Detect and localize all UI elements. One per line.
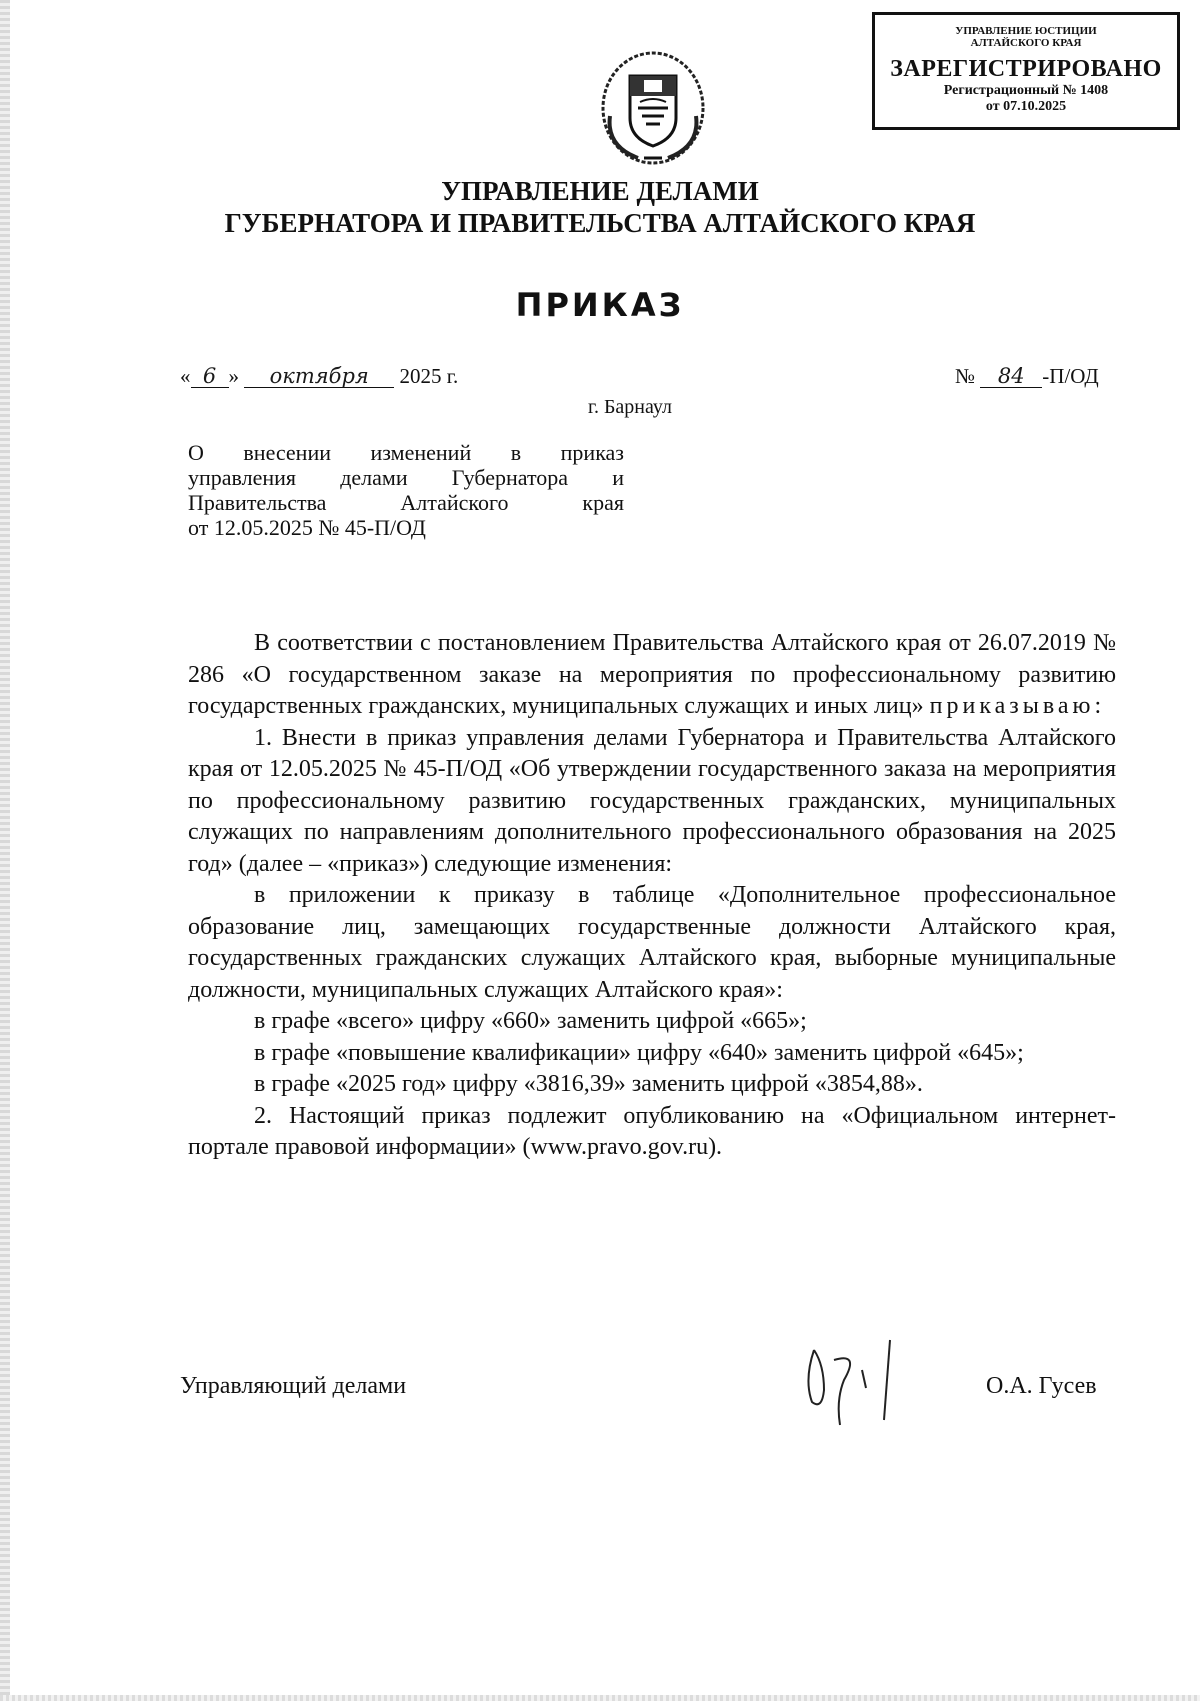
stamp-status: ЗАРЕГИСТРИРОВАНО	[890, 56, 1162, 82]
number-prefix: №	[955, 364, 976, 388]
body-paragraph: 2. Настоящий приказ подлежит опубликованию на «Официальном интернет-портале правовой информации» (www.pravo.gov.ru).	[188, 1102, 1116, 1160]
date-year: 2025 г.	[399, 364, 459, 388]
stamp-reg-date: от 07.10.2025	[985, 99, 1067, 114]
coat-of-arms-icon	[598, 46, 708, 166]
document-type: ПРИКАЗ	[515, 286, 685, 324]
body-paragraph: в графе «всего» цифру «660» заменить цифрой «665»;	[254, 1008, 807, 1034]
subject-line: от 12.05.2025 № 45-П/ОД	[188, 515, 426, 540]
subject-line: управления делами Губернатора и	[188, 465, 624, 490]
subject-line: О внесении изменений в приказ	[188, 440, 624, 465]
body-paragraph: в приложении к приказу в таблице «Дополнительное профессиональное образование лиц, замещающих государственные должности Алтайского края, государственных гражданских служащих Алтайского края, выборные муниципальные должности, муниципальных служащих Алтайского края»:	[188, 882, 1116, 1003]
date-month: октября	[244, 365, 394, 388]
body-paragraph: в графе «повышение квалификации» цифру «640» заменить цифрой «645»;	[254, 1039, 1024, 1066]
body-paragraph: 1. Внести в приказ управления делами Губернатора и Правительства Алтайского края от 12.05.2025 № 45-П/ОД «Об утверждении государственного заказа на мероприятия по профессиональному развитию государственных гражданских, муниципальных служащих по направлениям дополнительного профессионального образования на 2025 год» (далее – «приказ») следующие изменения:	[188, 724, 1116, 877]
date-close-quote: »	[228, 364, 239, 388]
stamp-organization: УПРАВЛЕНИЕ ЮСТИЦИИ АЛТАЙСКОГО КРАЯ	[955, 25, 1097, 49]
organization-subtitle: ГУБЕРНАТОРА И ПРАВИТЕЛЬСТВА АЛТАЙСКОГО КРАЯ	[224, 208, 976, 238]
preamble-text: В соответствии с постановлением Правительства Алтайского края от 26.07.2019 № 286 «О государственном заказе на мероприятия по профессиональному развитию государственных гражданских, муниципальных служащих и иных лиц»	[188, 630, 1116, 719]
city: г. Барнаул	[588, 396, 672, 418]
registration-stamp	[872, 12, 1180, 130]
number-value: 84	[980, 365, 1042, 388]
subject-line: Правительства Алтайского края	[188, 490, 624, 515]
number-suffix: -П/ОД	[1042, 364, 1099, 388]
body-paragraph: в графе «2025 год» цифру «3816,39» заменить цифрой «3854,88».	[254, 1071, 923, 1097]
handwritten-signature	[800, 1330, 910, 1430]
stamp-reg-number: Регистрационный № 1408	[943, 83, 1109, 98]
order-word: приказываю:	[929, 693, 1106, 719]
body-paragraph	[188, 628, 1116, 723]
date-open-quote: «	[180, 364, 191, 388]
scan-edge	[0, 0, 10, 1701]
organization-title: УПРАВЛЕНИЕ ДЕЛАМИ	[441, 176, 759, 206]
document-number	[955, 364, 1099, 389]
document-subject	[188, 440, 624, 540]
signatory-name: О.А. Гусев	[986, 1373, 1097, 1399]
document-body	[188, 628, 1116, 1164]
scan-bottom-edge	[0, 1695, 1200, 1701]
date-day: 6	[191, 365, 229, 388]
document-date	[180, 364, 458, 389]
signatory-role: Управляющий делами	[180, 1373, 407, 1399]
